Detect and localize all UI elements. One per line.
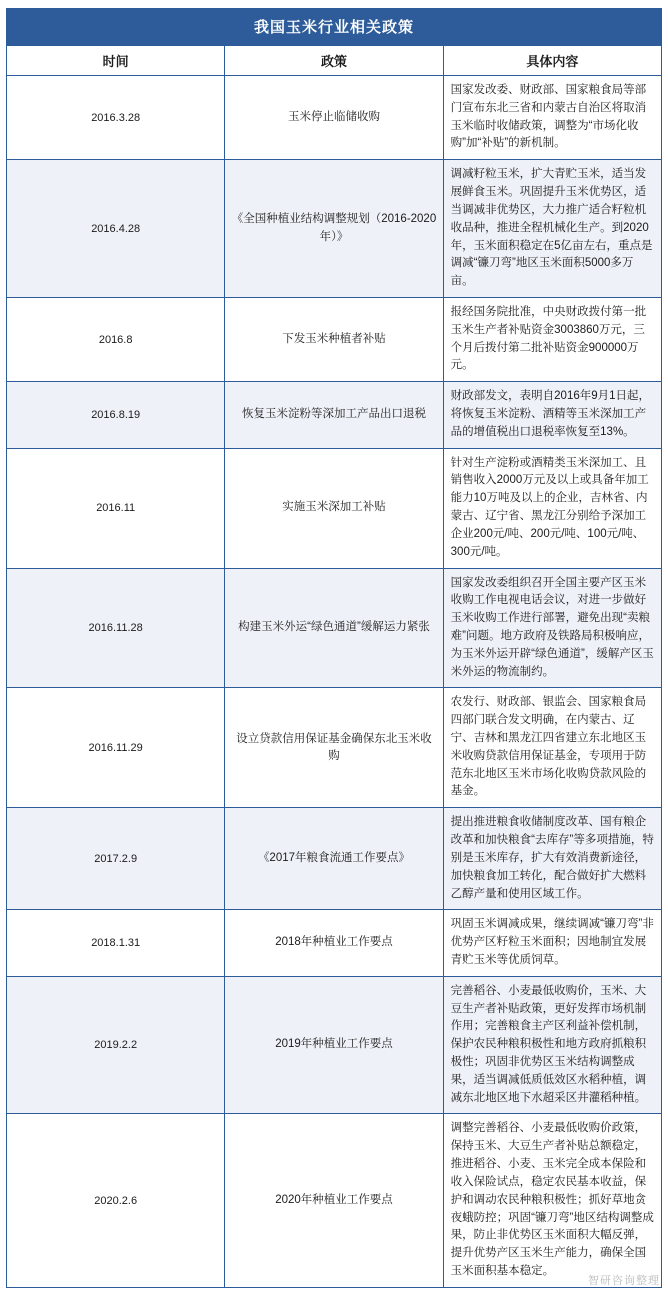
table-row	[7, 688, 662, 808]
policy-table	[6, 45, 662, 1288]
cell-time: 2016.11.28	[7, 568, 225, 688]
cell-content: 调整完善稻谷、小麦最低收购价政策，保持玉米、大豆生产者补贴总额稳定，推进稻谷、小麦、玉米完全成本保险和收入保险试点，稳定农民基本收益，保护和调动农民种粮积极性；抓好草地贪夜蛾防控；巩固“镰刀弯”地区结构调整成果，防止非优势区玉米面积大幅反弹，提升优势产区玉米生产能力，确保全国玉米面积基本稳定。	[443, 1114, 661, 1287]
cell-content: 针对生产淀粉或酒精类玉米深加工、且销售收入2000万元及以上或具备年加工能力10万吨及以上的企业，吉林省、内蒙古、辽宁省、黑龙江分别给予深加工企业200元/吨、200元/吨、100元/吨、300元/吨。	[443, 448, 661, 568]
cell-content: 国家发改委、财政部、国家粮食局等部门宣布东北三省和内蒙古自治区将取消玉米临时收储政策，调整为“市场化收购”加“补贴”的新机制。	[443, 76, 661, 160]
cell-policy: 下发玉米种植者补贴	[225, 297, 443, 381]
column-header-content: 具体内容	[443, 46, 661, 76]
cell-policy: 2018年种植业工作要点	[225, 910, 443, 976]
table-row	[7, 382, 662, 448]
cell-time: 2016.3.28	[7, 76, 225, 160]
cell-time: 2018.1.31	[7, 910, 225, 976]
watermark: 智研咨询整理	[588, 1274, 660, 1287]
cell-time: 2020.2.6	[7, 1114, 225, 1287]
cell-policy: 《2017年粮食流通工作要点》	[225, 808, 443, 910]
table-row	[7, 568, 662, 688]
table-header-row	[7, 46, 662, 76]
cell-policy: 2019年种植业工作要点	[225, 976, 443, 1114]
cell-time: 2016.8	[7, 297, 225, 381]
cell-time: 2016.8.19	[7, 382, 225, 448]
table-row	[7, 910, 662, 976]
table-row	[7, 160, 662, 298]
table-row	[7, 76, 662, 160]
table-row	[7, 808, 662, 910]
cell-content: 报经国务院批准，中央财政拨付第一批玉米生产者补贴资金3003860万元，三个月后拨付第二批补贴资金900000万元。	[443, 297, 661, 381]
page-title: 我国玉米行业相关政策	[6, 8, 662, 45]
cell-time: 2016.4.28	[7, 160, 225, 298]
table-row	[7, 448, 662, 568]
cell-policy: 构建玉米外运“绿色通道”缓解运力紧张	[225, 568, 443, 688]
cell-time: 2016.11	[7, 448, 225, 568]
table-row	[7, 1114, 662, 1287]
cell-policy: 玉米停止临储收购	[225, 76, 443, 160]
cell-policy: 实施玉米深加工补贴	[225, 448, 443, 568]
cell-policy: 2020年种植业工作要点	[225, 1114, 443, 1287]
column-header-policy: 政策	[225, 46, 443, 76]
cell-content: 财政部发文，表明自2016年9月1日起，将恢复玉米淀粉、酒精等玉米深加工产品的增值税出口退税率恢复至13%。	[443, 382, 661, 448]
cell-policy: 设立贷款信用保证基金确保东北玉米收购	[225, 688, 443, 808]
cell-content: 国家发改委组织召开全国主要产区玉米收购工作电视电话会议，对进一步做好玉米收购工作进行部署，避免出现“卖粮难”问题。地方政府及铁路局积极响应，为玉米外运开辟“绿色通道”，缓解产区玉米外运的物流制约。	[443, 568, 661, 688]
cell-time: 2016.11.29	[7, 688, 225, 808]
cell-content: 调减籽粒玉米，扩大青贮玉米，适当发展鲜食玉米。巩固提升玉米优势区，适当调减非优势区，大力推广适合籽粒机收品种，推进全程机械化生产。到2020年，玉米面积稳定在5亿亩左右，重点是调减“镰刀弯”地区玉米面积5000多万亩。	[443, 160, 661, 298]
cell-time: 2017.2.9	[7, 808, 225, 910]
table-row	[7, 297, 662, 381]
cell-policy: 《全国种植业结构调整规划（2016-2020年）》	[225, 160, 443, 298]
cell-content: 提出推进粮食收储制度改革、国有粮企改革和加快粮食“去库存”等多项措施，特别是玉米库存，扩大有效消费新途径，加快粮食加工转化，配合做好扩大燃料乙醇产量和使用区域工作。	[443, 808, 661, 910]
cell-policy: 恢复玉米淀粉等深加工产品出口退税	[225, 382, 443, 448]
column-header-time: 时间	[7, 46, 225, 76]
cell-content: 巩固玉米调减成果，继续调减“镰刀弯”非优势产区籽粒玉米面积；因地制宜发展青贮玉米等优质饲草。	[443, 910, 661, 976]
cell-content: 农发行、财政部、银监会、国家粮食局四部门联合发文明确，在内蒙古、辽宁、吉林和黑龙江四省建立东北地区玉米收购贷款信用保证基金，专项用于防范东北地区玉米市场化收购贷款风险的基金。	[443, 688, 661, 808]
table-row	[7, 976, 662, 1114]
cell-content: 完善稻谷、小麦最低收购价，玉米、大豆生产者补贴政策，更好发挥市场机制作用；完善粮食主产区利益补偿机制，保护农民种粮积极性和地方政府抓粮积极性；巩固非优势区玉米结构调整成果，适当调减低质低效区水稻种植，调减东北地区地下水超采区井灌稻种植。	[443, 976, 661, 1114]
cell-time: 2019.2.2	[7, 976, 225, 1114]
